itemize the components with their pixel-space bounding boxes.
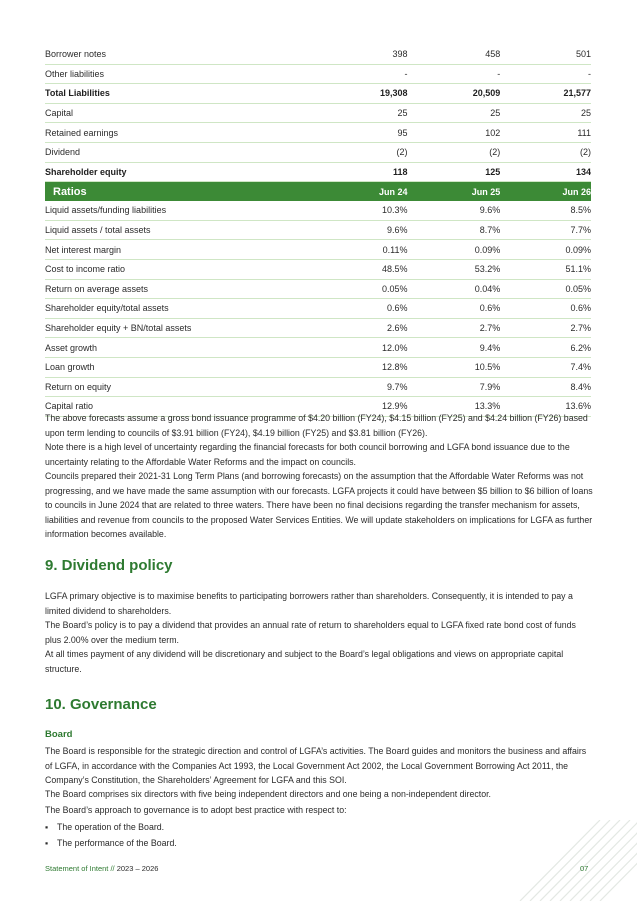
value-jun26: 111 <box>500 123 591 143</box>
ratio-jun26: 8.4% <box>500 377 591 397</box>
ratio-jun24: 10.3% <box>372 201 408 220</box>
uncertainty-paragraph: Note there is a high level of uncertainty regarding the financial forecasts for both council borrowing and LGFA bond issuance due to the uncertainty relating to the Affordable Water Reforms and the impact on councils. <box>45 442 570 467</box>
row-label: Borrower notes <box>45 45 372 64</box>
board-approach-paragraph: The Board’s approach to governance is to adopt best practice with respect to: <box>45 805 347 815</box>
ratio-row <box>45 279 591 299</box>
ratio-jun24: 12.9% <box>372 397 408 417</box>
financial-table <box>45 45 591 417</box>
board-composition-paragraph: The Board comprises six directors with five being independent directors and one being a non-independent director. <box>45 789 491 799</box>
ratio-jun26: 2.7% <box>500 318 591 338</box>
table-row <box>45 103 591 123</box>
ratio-jun25: 0.04% <box>408 279 501 299</box>
ratio-jun26: 0.05% <box>500 279 591 299</box>
value-jun24: 398 <box>372 45 408 64</box>
dividend-objective-paragraph: LGFA primary objective is to maximise benefits to participating borrowers rather than shareholders. Consequently, it is intended to pay a limited dividend to shareholders. <box>45 591 573 616</box>
ratio-label: Cost to income ratio <box>45 259 372 279</box>
ratio-jun24: 0.6% <box>372 299 408 319</box>
ratio-jun26: 7.7% <box>500 220 591 240</box>
ratio-row <box>45 299 591 319</box>
value-jun25: 102 <box>408 123 501 143</box>
ratio-row <box>45 259 591 279</box>
ratio-jun26: 8.5% <box>500 201 591 220</box>
value-jun25: - <box>408 64 501 84</box>
ratio-jun25: 9.6% <box>408 201 501 220</box>
ratio-jun25: 9.4% <box>408 338 501 358</box>
ratio-jun24: 9.6% <box>372 220 408 240</box>
ratio-jun26: 0.09% <box>500 240 591 260</box>
ratio-jun26: 7.4% <box>500 357 591 377</box>
ratio-label: Return on average assets <box>45 279 372 299</box>
ratio-jun26: 51.1% <box>500 259 591 279</box>
row-label: Other liabilities <box>45 64 372 84</box>
value-jun26: 501 <box>500 45 591 64</box>
ratio-row <box>45 377 591 397</box>
ratio-jun24: 12.0% <box>372 338 408 358</box>
header-jun26: Jun 26 <box>500 182 591 202</box>
ratios-header-row <box>45 182 591 202</box>
header-jun25: Jun 25 <box>408 182 501 202</box>
ratio-jun25: 7.9% <box>408 377 501 397</box>
board-responsibility-paragraph: The Board is responsible for the strategic direction and control of LGFA’s activities. The Board guides and monitors the business and affairs of LGFA, in accordance with the Companies Act 1993, the Local Government Act 2002, the Local Government Borrowing Act 2011, the Company’s Constitution, the Shareholders’ Agreement for LGFA and this SOI. <box>45 746 587 785</box>
long-term-plans-paragraph: Councils prepared their 2021-31 Long Term Plans (and borrowing forecasts) on the assumption that the Affordable Water Reforms was not progressing, and we have made the same assumption with our forecasts. LGFA projects it could have between $5 billion to $6 billion of loans to councils in June 2024 that are related to three waters. There have been no final decisions regarding the transfer mechanism for assets, liabilities and revenue from councils to the proposed Water Services Entities. We will update stakeholders on implications for LGFA as further information becomes available. <box>45 471 593 539</box>
bullet-item <box>45 836 177 850</box>
ratio-jun25: 10.5% <box>408 357 501 377</box>
board-subheading: Board <box>45 729 73 740</box>
ratio-jun24: 2.6% <box>372 318 408 338</box>
ratio-row <box>45 357 591 377</box>
footer-doc-name: Statement of Intent // <box>45 864 115 873</box>
value-jun25: (2) <box>408 142 501 162</box>
ratio-label: Shareholder equity/total assets <box>45 299 372 319</box>
value-jun24: - <box>372 64 408 84</box>
row-label: Capital <box>45 103 372 123</box>
ratio-row <box>45 240 591 260</box>
ratio-row <box>45 318 591 338</box>
ratio-label: Asset growth <box>45 338 372 358</box>
row-label: Total Liabilities <box>45 84 372 104</box>
decorative-stripes <box>500 820 637 901</box>
forecast-assumption-paragraph: The above forecasts assume a gross bond issuance programme of $4.20 billion (FY24), $4.15 billion (FY25) and $4.24 billion (FY26) based upon term lending to councils of $3.91 billion (FY24), $4.19 billion (FY25) and $3.81 billion (FY26). <box>45 413 588 438</box>
bullet-item <box>45 820 164 834</box>
value-jun26: - <box>500 64 591 84</box>
value-jun24: (2) <box>372 142 408 162</box>
ratio-label: Liquid assets/funding liabilities <box>45 201 372 220</box>
value-jun26: 134 <box>500 162 591 182</box>
ratio-jun26: 0.6% <box>500 299 591 319</box>
value-jun25: 458 <box>408 45 501 64</box>
row-label: Retained earnings <box>45 123 372 143</box>
ratio-jun25: 0.09% <box>408 240 501 260</box>
table-row <box>45 162 591 182</box>
ratio-jun26: 6.2% <box>500 338 591 358</box>
row-label: Shareholder equity <box>45 162 372 182</box>
ratio-jun25: 0.6% <box>408 299 501 319</box>
ratio-label: Capital ratio <box>45 397 372 417</box>
ratio-jun25: 2.7% <box>408 318 501 338</box>
value-jun24: 25 <box>372 103 408 123</box>
ratio-jun24: 12.8% <box>372 357 408 377</box>
ratio-jun24: 48.5% <box>372 259 408 279</box>
header-jun24: Jun 24 <box>372 182 408 202</box>
footer-document-title <box>45 864 158 873</box>
ratio-label: Liquid assets / total assets <box>45 220 372 240</box>
footer-years: 2023 – 2026 <box>116 864 159 873</box>
bullet-text: The operation of the Board. <box>57 822 165 832</box>
ratio-row <box>45 220 591 240</box>
ratio-label: Loan growth <box>45 357 372 377</box>
ratio-row <box>45 338 591 358</box>
table-row <box>45 84 591 104</box>
bullet-text: The performance of the Board. <box>57 838 177 848</box>
value-jun25: 25 <box>408 103 501 123</box>
ratios-title: Ratios <box>45 182 372 202</box>
dividend-policy-paragraph: The Board’s policy is to pay a dividend that provides an annual rate of return to shareholders equal to LGFA fixed rate bond cost of funds plus 2.00% over the medium term. <box>45 620 576 645</box>
value-jun25: 20,509 <box>408 84 501 104</box>
ratio-label: Return on equity <box>45 377 372 397</box>
table-row <box>45 64 591 84</box>
dividend-discretion-paragraph: At all times payment of any dividend will be discretionary and subject to the Board’s legal obligations and views on appropriate capital structure. <box>45 649 564 674</box>
ratio-jun25: 8.7% <box>408 220 501 240</box>
bullet-square-icon: ▪ <box>45 822 49 832</box>
ratio-jun24: 0.11% <box>372 240 408 260</box>
value-jun26: 21,577 <box>500 84 591 104</box>
page-number: 07 <box>580 864 589 873</box>
ratio-jun26: 13.6% <box>500 397 591 417</box>
ratio-jun24: 9.7% <box>372 377 408 397</box>
governance-heading: 10. Governance <box>45 696 157 713</box>
ratio-label: Net interest margin <box>45 240 372 260</box>
value-jun24: 19,308 <box>372 84 408 104</box>
ratio-label: Shareholder equity + BN/total assets <box>45 318 372 338</box>
value-jun26: 25 <box>500 103 591 123</box>
value-jun24: 118 <box>372 162 408 182</box>
bullet-square-icon: ▪ <box>45 838 49 848</box>
table-row <box>45 123 591 143</box>
dividend-policy-heading: 9. Dividend policy <box>45 557 173 574</box>
ratio-row <box>45 201 591 220</box>
ratio-jun24: 0.05% <box>372 279 408 299</box>
value-jun26: (2) <box>500 142 591 162</box>
table-row <box>45 45 591 64</box>
ratio-jun25: 13.3% <box>408 397 501 417</box>
table-row <box>45 142 591 162</box>
row-label: Dividend <box>45 142 372 162</box>
value-jun25: 125 <box>408 162 501 182</box>
value-jun24: 95 <box>372 123 408 143</box>
ratio-jun25: 53.2% <box>408 259 501 279</box>
